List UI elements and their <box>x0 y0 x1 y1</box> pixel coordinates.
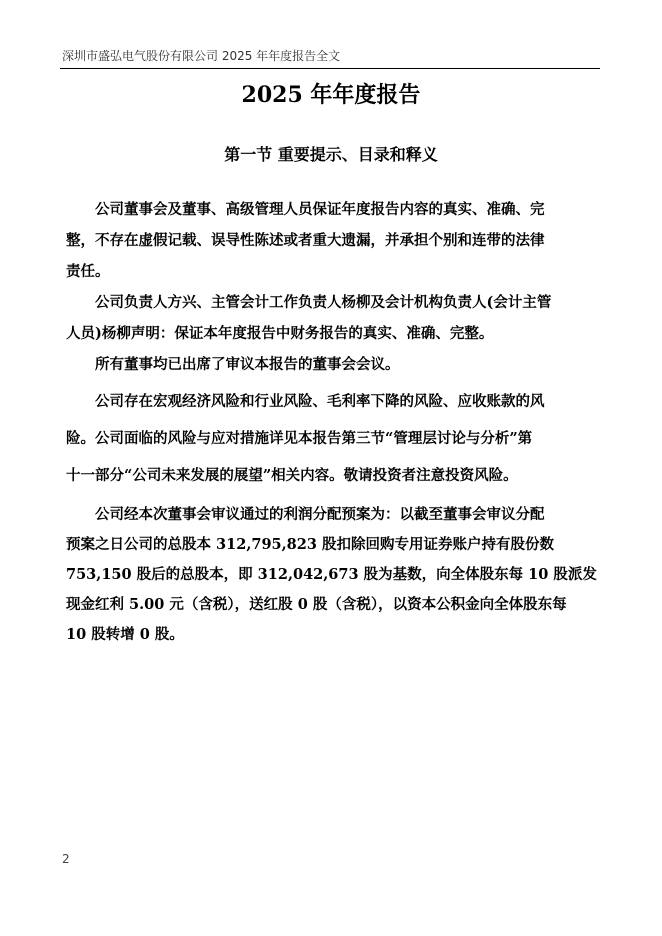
paragraph-line: 公司存在宏观经济风险和行业风险、毛利率下降的风险、应收账款的风 <box>95 393 545 410</box>
running-header: 深圳市盛弘电气股份有限公司 2025 年年度报告全文 <box>62 49 341 63</box>
paragraph-profit-distribution-plan <box>66 500 596 650</box>
paragraph-line: 整，不存在虚假记载、误导性陈述或者重大遗漏，并承担个别和连带的法律 <box>66 232 545 249</box>
page-number: 2 <box>62 852 70 866</box>
paragraph-line: 公司负责人方兴、主管会计工作负责人杨柳及会计机构负责人(会计主管 <box>95 294 552 311</box>
header-divider <box>60 68 600 69</box>
paragraph-line: 人员)杨柳声明：保证本年度报告中财务报告的真实、准确、完整。 <box>66 325 494 342</box>
paragraph-line: 现金红利 5.00 元（含税），送红股 0 股（含税），以资本公积金向全体股东每 <box>66 596 567 613</box>
paragraph-line: 公司经本次董事会审议通过的利润分配预案为：以截至董事会审议分配 <box>95 506 545 523</box>
paragraph-line: 十一部分“公司未来发展的展望”相关内容。敬请投资者注意投资风险。 <box>66 467 518 484</box>
paragraph-line: 10 股转增 0 股。 <box>66 626 184 643</box>
document-title: 2025 年年度报告 <box>241 82 421 108</box>
section-title: 第一节 重要提示、目录和释义 <box>224 145 438 164</box>
paragraph-responsible-persons-statement <box>66 287 596 349</box>
paragraph-line: 所有董事均已出席了审议本报告的董事会会议。 <box>95 356 400 373</box>
paragraph-risk-notice <box>66 383 596 494</box>
paragraph-board-guarantee <box>66 194 596 287</box>
paragraph-line: 险。公司面临的风险与应对措施详见本报告第三节“管理层讨论与分析”第 <box>66 430 533 447</box>
paragraph-line: 预案之日公司的总股本 312,795,823 股扣除回购专用证券账户持有股份数 <box>66 536 554 553</box>
paragraph-line: 753,150 股后的总股本，即 312,042,673 股为基数，向全体股东每 10 股派发 <box>66 566 597 583</box>
paragraph-line: 责任。 <box>66 263 110 280</box>
paragraph-director-attendance <box>66 349 596 380</box>
paragraph-line: 公司董事会及董事、高级管理人员保证年度报告内容的真实、准确、完 <box>95 201 545 218</box>
